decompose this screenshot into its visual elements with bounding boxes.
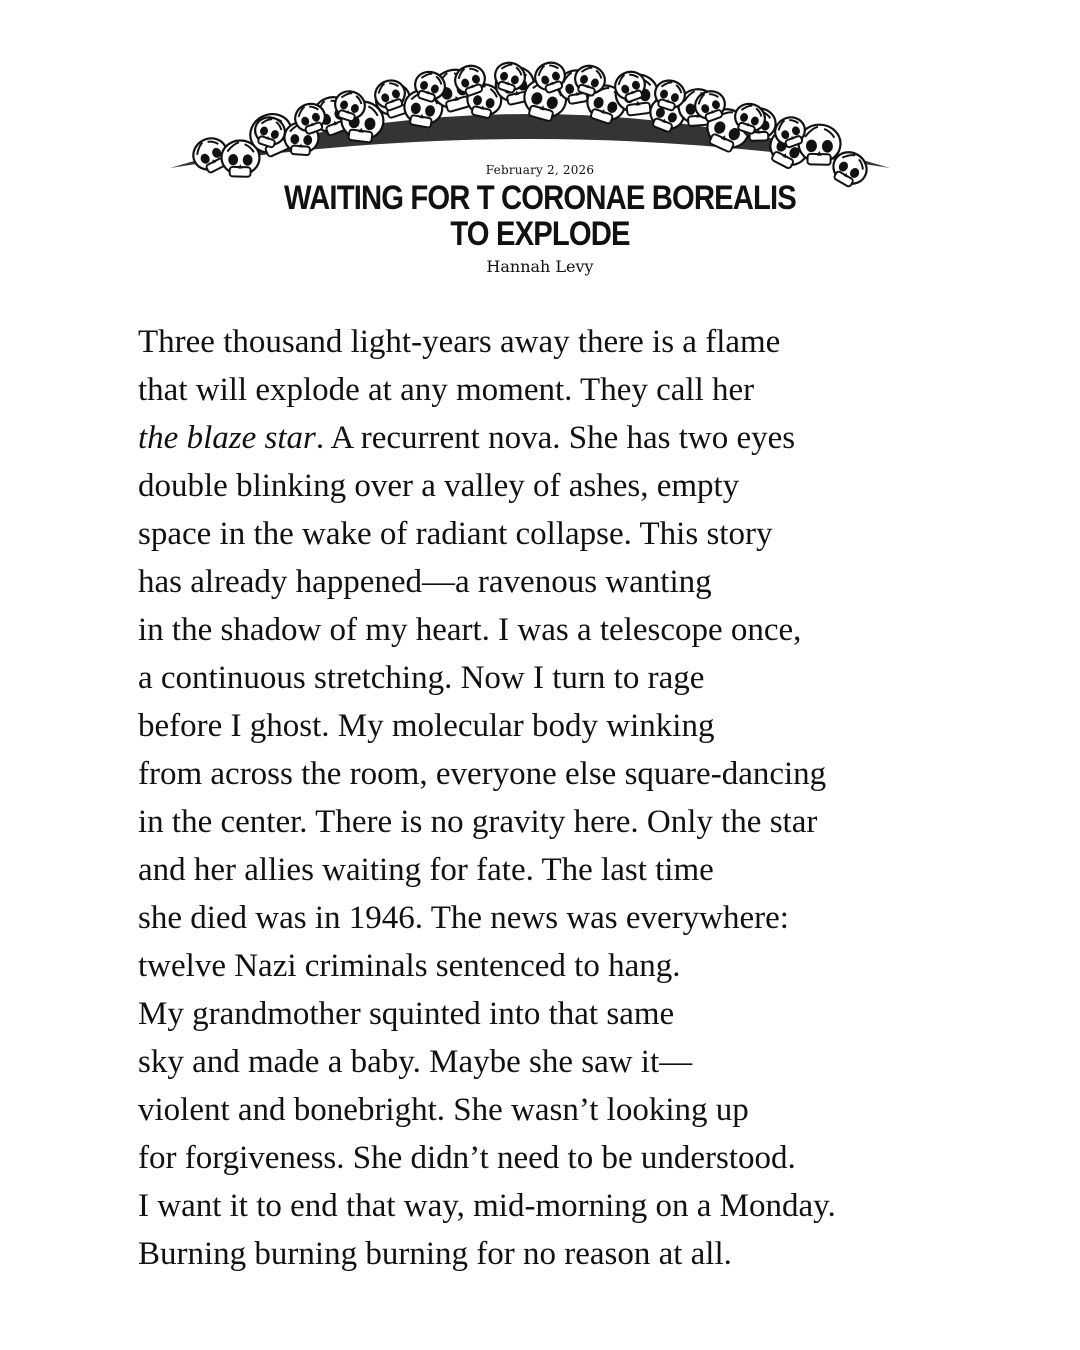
poem-italic-phrase: the blaze star — [138, 420, 316, 456]
poem-line: twelve Nazi criminals sentenced to hang. — [138, 948, 681, 984]
publication-date: February 2, 2026 — [485, 163, 595, 177]
poem-header — [0, 162, 1080, 278]
poem-line: Three thousand light-years away there is a flame — [138, 324, 781, 360]
poem-line-rest: . A recurrent nova. She has two eyes — [315, 420, 796, 456]
poem-title-line-1: WAITING FOR T CORONAE BOREALIS — [284, 179, 796, 217]
poem-title-line-2: TO EXPLODE — [450, 215, 630, 253]
poem-body — [138, 318, 1038, 1278]
poem-line: a continuous stretching. Now I turn to rage — [138, 660, 705, 696]
poem-line: before I ghost. My molecular body winking — [138, 708, 715, 744]
poem-title — [76, 180, 1005, 252]
poem-line: she died was in 1946. The news was everywhere: — [138, 900, 789, 936]
poem-line: I want it to end that way, mid-morning on a Monday. — [138, 1188, 836, 1224]
poem-line: in the center. There is no gravity here. Only the star — [138, 804, 818, 840]
poem-line: My grandmother squinted into that same — [138, 996, 675, 1032]
poem-line: for forgiveness. She didn’t need to be understood. — [138, 1140, 796, 1176]
poem-line: from across the room, everyone else square-dancing — [138, 756, 827, 792]
poem-line: has already happened—a ravenous wanting — [138, 564, 712, 600]
poem-line: Burning burning burning for no reason at all. — [138, 1236, 732, 1272]
poem-line: that will explode at any moment. They call her — [138, 372, 755, 408]
poem-line — [138, 414, 1038, 462]
poem-line: in the shadow of my heart. I was a telescope once, — [138, 612, 802, 648]
author-name: Hannah Levy — [486, 257, 594, 276]
poem-line: double blinking over a valley of ashes, empty — [138, 468, 740, 504]
poem-line: space in the wake of radiant collapse. This story — [138, 516, 773, 552]
poem-line: sky and made a baby. Maybe she saw it— — [138, 1044, 693, 1080]
poem-line: violent and bonebright. She wasn’t looking up — [138, 1092, 749, 1128]
poem-line: and her allies waiting for fate. The last time — [138, 852, 714, 888]
